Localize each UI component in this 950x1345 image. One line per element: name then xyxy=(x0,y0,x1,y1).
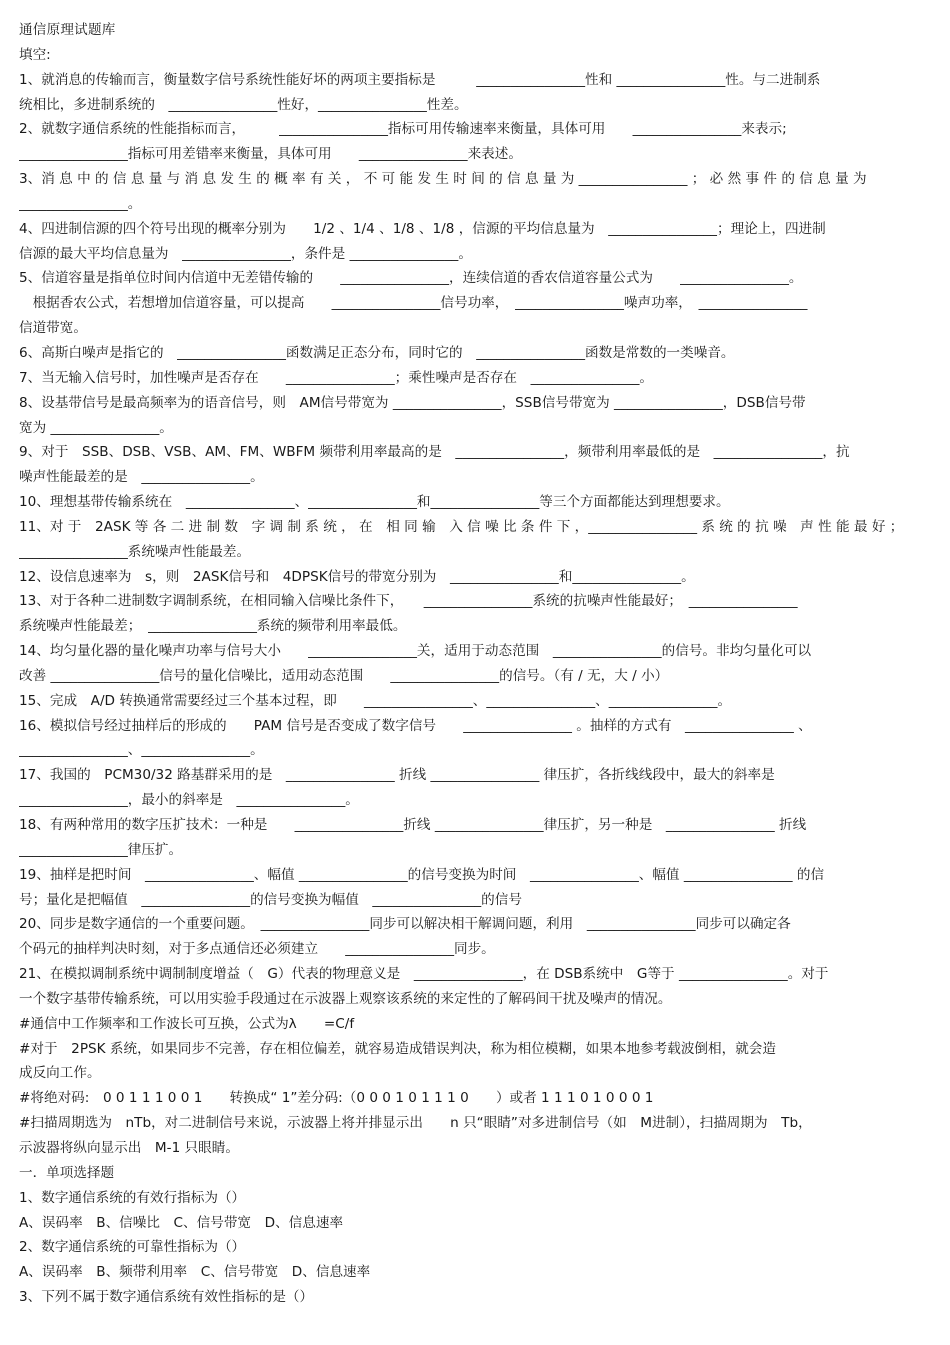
text-line: 19、抽样是把时间 ________________、幅值 ________________的信号变换为时间 ________________、幅值 ________________ 的信 xyxy=(19,866,825,883)
text-line: 示波器将纵向显示出 M-1 只眼睛。 xyxy=(19,1139,239,1156)
text-line: 14、均匀量化器的量化噪声功率与信号大小 ________________关，适用于动态范围 ________________的信号。非均匀量化可以 xyxy=(19,643,812,660)
text-line: ________________、________________。 xyxy=(19,742,264,759)
text-line: 3、下列不属于数字通信系统有效性指标的是（） xyxy=(19,1289,314,1306)
text-line: 9、对于 SSB、DSB、VSB、AM、FM、WBFM 频带利用率最高的是 ________________，频带利用率最低的是 ________________，抗 xyxy=(19,444,850,461)
text-line: 5、信道容量是指单位时间内信道中无差错传输的 ________________，连续信道的香农信道容量公式为 ________________。 xyxy=(19,270,803,287)
text-line: 2、就数字通信系统的性能指标而言， ________________指标可用传输速率来衡量，具体可用 ________________来表示; xyxy=(19,121,787,138)
text-line: 噪声性能最差的是 ________________。 xyxy=(19,469,264,486)
text-line: 16、模拟信号经过抽样后的形成的 PAM 信号是否变成了数字信号 ________________ 。抽样的方式有 ________________ 、 xyxy=(19,717,812,734)
text-line: 10、理想基带传输系统在 ________________、________________和________________等三个方面都能达到理想要求。 xyxy=(19,494,730,511)
text-line: 17、我国的 PCM30/32 路基群采用的是 ________________ 折线 ________________ 律压扩，各折线线段中，最大的斜率是 xyxy=(19,767,775,784)
text-line: 15、完成 A/D 转换通常需要经过三个基本过程，即 ________________、________________、________________。 xyxy=(19,692,732,709)
text-line: 4、四进制信源的四个符号出现的概率分别为 1/2 、1/4 、1/8 、1/8 ，信源的平均信息量为 ________________；理论上，四进制 xyxy=(19,220,826,237)
text-line: #将绝对码: 0 0 1 1 1 0 0 1 转换成“ 1”差分码:（0 0 0 1 0 1 1 1 0 ）或者 1 1 1 0 1 0 0 0 1 xyxy=(19,1090,654,1107)
text-line: 21、在模拟调制系统中调制制度增益（ G）代表的物理意义是 ________________，在 DSB系统中 G等于 ________________。对于 xyxy=(19,966,829,983)
text-line: 改善 ________________信号的量化信噪比，适用动态范围 ________________的信号。（有 / 无，大 / 小） xyxy=(19,667,669,684)
text-line: 宽为 ________________。 xyxy=(19,419,173,436)
text-line: 11、对 于 2ASK 等 各 二 进 制 数 字 调 制 系 统 ， 在 相 同 输 入 信 噪 比 条 件 下 ，________________ 系 统 的 抗 噪 声 性 能 最 好 ； xyxy=(19,518,904,535)
text-line: 7、当无输入信号时，加性噪声是否存在 ________________；乘性噪声是否存在 ________________。 xyxy=(19,369,653,386)
text-line: 6、高斯白噪声是指它的 ________________函数满足正态分布，同时它的 ________________函数是常数的一类噪音。 xyxy=(19,344,735,361)
text-line: 8、设基带信号是最高频率为的语音信号，则 AM信号带宽为 ________________，SSB信号带宽为 ________________，DSB信号带 xyxy=(19,394,806,411)
text-line: 12、设信息速率为 s，则 2ASK信号和 4DPSK信号的带宽分别为 ________________和________________。 xyxy=(19,568,695,585)
text-line: 3、消 息 中 的 信 息 量 与 消 息 发 生 的 概 率 有 关 ， 不 可 能 发 生 时 间 的 信 息 量 为 ________________ ； 必 然 事 件 的 信 息 量 为 xyxy=(19,171,867,188)
document-body xyxy=(19,18,931,1310)
text-line: 1、就消息的传输而言，衡量数字信号系统性能好坏的两项主要指标是 ________________性和 ________________性。与二进制系 xyxy=(19,71,821,88)
text-line: 信道带宽。 xyxy=(19,320,87,337)
text-line: 18、有两种常用的数字压扩技术：一种是 ________________折线 ________________律压扩，另一种是 ________________ 折线 xyxy=(19,817,807,833)
text-line: ________________。 xyxy=(19,195,142,212)
text-line: ________________，最小的斜率是 ________________。 xyxy=(19,792,359,809)
text-line: #扫描周期选为 nTb，对二进制信号来说，示波器上将并排显示出 n 只“眼睛”对多进制信号（如 M进制），扫描周期为 Tb， xyxy=(19,1115,812,1132)
text-line: A、误码率 B、信噪比 C、信号带宽 D、信息速率 xyxy=(19,1214,344,1231)
text-line: 根据香农公式，若想增加信道容量，可以提高 ________________信号功率， ________________噪声功率， ________________ xyxy=(19,295,808,312)
text-line: 一个数字基带传输系统，可以用实验手段通过在示波器上观察该系统的来定性的了解码间干扰及噪声的情况。 xyxy=(19,990,672,1007)
text-line: 一．单项选择题 xyxy=(19,1164,115,1181)
text-line: ________________律压扩。 xyxy=(19,841,183,858)
text-line: #对于 2PSK 系统，如果同步不完善，存在相位偏差，就容易造成错误判决，称为相位模糊，如果本地参考载波倒相，就会造 xyxy=(19,1040,776,1057)
text-line: 个码元的抽样判决时刻，对于多点通信还必须建立 ________________同步。 xyxy=(19,941,495,958)
text-line: 13、对于各种二进制数字调制系统，在相同输入信噪比条件下， ________________系统的抗噪声性能最好； ________________ xyxy=(19,593,798,610)
text-line: 号；量化是把幅值 ________________的信号变换为幅值 ________________的信号 xyxy=(19,891,522,908)
text-line: 1、数字通信系统的有效行指标为（） xyxy=(19,1189,246,1206)
text-line: 信源的最大平均信息量为 ________________，条件是 ________________。 xyxy=(19,245,472,262)
text-line: ________________系统噪声性能最差。 xyxy=(19,543,251,560)
text-line: 统相比，多进制系统的 ________________性好，________________性差。 xyxy=(19,96,468,113)
text-line: 2、数字通信系统的可靠性指标为（） xyxy=(19,1239,246,1256)
document-title: 通信原理试题库 xyxy=(19,22,116,38)
text-line: 20、同步是数字通信的一个重要问题。 ________________同步可以解决相干解调问题，利用 ________________同步可以确定各 xyxy=(19,916,791,933)
text-line: 填空: xyxy=(19,46,51,63)
text-line: A、误码率 B、频带利用率 C、信号带宽 D、信息速率 xyxy=(19,1264,371,1281)
text-line: 系统噪声性能最差； ________________系统的频带利用率最低。 xyxy=(19,618,407,635)
text-line: #通信中工作频率和工作波长可互换，公式为λ =C/f xyxy=(19,1015,355,1032)
text-line: 成反向工作。 xyxy=(19,1065,101,1082)
text-line: ________________指标可用差错率来衡量，具体可用 ________________来表述。 xyxy=(19,146,522,163)
